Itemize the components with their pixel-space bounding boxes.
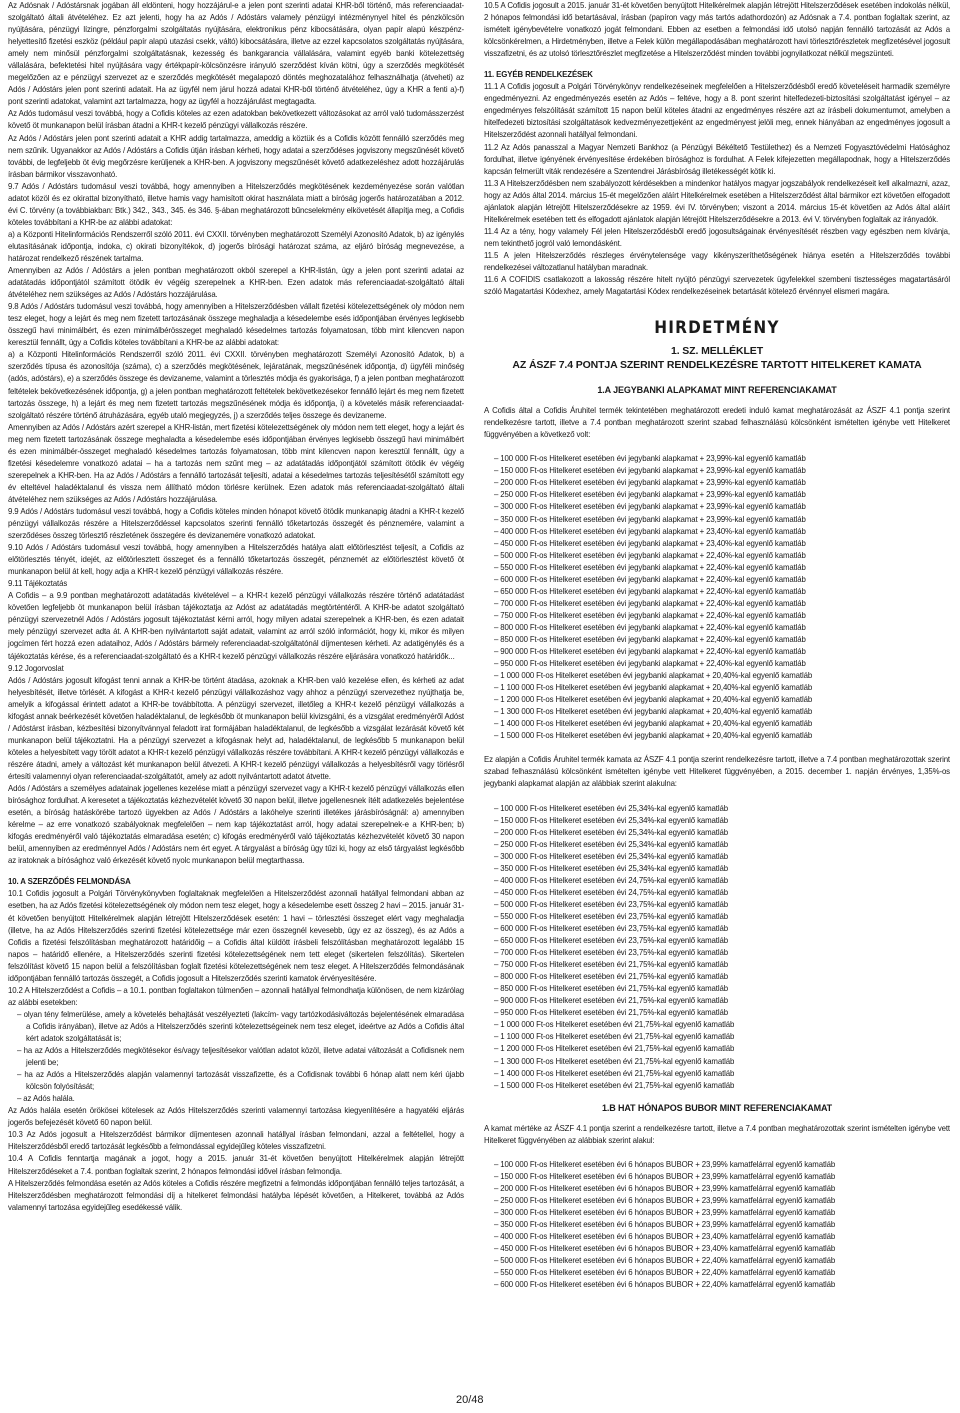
paragraph: Az Adós halála esetén örökösei kötelesek az Adós Hitelszerződés szerinti valamennyi tartozása kiegyenlítésére a hagyatéki eljárás jogerős befejezését követő 60 napon belül.	[8, 1106, 464, 1128]
section-heading: 11. EGYÉB RENDELKEZÉSEK	[484, 70, 593, 80]
rate-item: – 500 000 Ft-os Hitelkeret esetében évi 23,75%-kal egyenlő kamatláb	[494, 899, 728, 909]
rate-item: – 950 000 Ft-os Hitelkeret esetében évi jegybanki alapkamat + 22,40%-kal egyenlő kamatláb	[494, 659, 806, 669]
paragraph: A Cofidis – a 9.9 pontban meghatározott adatátadás kivételével – a KHR-t kezelő pénzügyi vállalkozás részére történő adatátadást követően legfeljebb öt munkanapon belül írásban tájékoztatja az Adóst az adatátadás megtörténtéről. A KHR-be adatot szolgáltató pénzügyi szervezetnél Adós / Adóstárs jogosult tájékoztatást kérni arról, hogy milyen adatai szerepelnek a KHR-ben, és ezen adatait mely pénzügyi szervezet adta át. A KHR-ben nyilvántartott saját adatait, valamint az arról szóló információt, hogy ki, mikor és milyen jogcímen fért hozzá ezen adataihoz, Adós / Adóstárs bármely referenciaadat-szolgáltatónál díjmentesen kérheti. Az adatigénylés és a tájékoztatás kérése, és a referenciaadat-szolgáltató és a KHR-t kezelő pénzügyi vállalkozás részére eljárására vonatkozó határidők...	[8, 591, 464, 661]
section-a-intro: A Cofidis által a Cofidis Áruhitel termék tekintetében meghatározott eredeti induló kamat meghatározását az ÁSZF 4.1 pontja szerint rendelkezésre tartott, illetve a 7.4 pontban meghatározott szerint szabad felhasználású kölcsönként ismételten igénybe vett Hitelkeret függvényében a következő volt:	[484, 406, 950, 440]
paragraph: 9.8 Adós / Adóstárs tudomásul veszi továbbá, hogy amennyiben a Hitelszerződésben vállalt fizetési kötelezettségének oly módon nem tesz eleget, hogy a lejárt és meg nem fizetett tartozásának összege meghaladja a késedelembe esés időpontjában érvényes legkisebb összegű havi minimálbért, és ezen minimálbérösszeget meghaladó késedelmes tartozás folyamatosan, több mint kilencven napon keresztül fennállt, úgy a Cofidis köteles továbbítani a KHR-be az alábbi adatokat:	[8, 302, 464, 348]
rate-item: – 400 000 Ft-os Hitelkeret esetében évi 24,75%-kal egyenlő kamatláb	[494, 875, 728, 885]
rate-item: – 1 200 000 Ft-os Hitelkeret esetében évi jegybanki alapkamat + 20,40%-kal egyenlő kamatláb	[494, 695, 813, 705]
paragraph: Amennyiben az Adós / Adóstárs azért szerepel a KHR-listán, mert fizetési kötelezettségének oly módon nem tett eleget, hogy a lejárt és meg nem fizetett tartozásának összege meghaladta a késedelembe esés időpontjában érvényes legkisebb összegű havi minimálbért és ezen minimálbér-összeget meghaladó késedelmes tartozás folyamatosan, több mint kilencven napon keresztül fennállt, úgy a fizetési késedelemre vonatkozó adatai – ha a tartozás nem szűnt meg – az adatátadás időpontjától számított ötödik év végéig szerepelnek a KHR-ben. Ha az Adós / Adóstárs a fennálló tartozását teljesíti, adatai a késedelmes tartozás teljesítésétől számított egy év elteltével haladéktalanul és vissza nem állítható módon törlésre kerülnek. Ezen adatok más referenciaadat-szolgáltató általi átvételéhez nem szükséges az Adós / Adóstárs hozzájárulása.	[8, 422, 464, 504]
paragraph: 10.3 Az Adós jogosult a Hitelszerződést bármikor díjmentesen azonnali hatállyal írásban felmondani, azzal a feltétellel, hogy a Hitelszerződésből eredő tartozását legkésőbb a felmondással egyidejűleg köteles visszafizetni.	[8, 1130, 464, 1152]
paragraph: 10.1 Cofidis jogosult a Polgári Törvénykönyvben foglaltaknak megfelelően a Hitelszerződést azonnali hatállyal felmondani abban az esetben, ha az Adós fizetési kötelezettségének oly módon nem tesz eleget, hogy a késedelembe esett összeg 2 havi – 2015. január 31-ét követően benyújtott Hitelkérelmek alapján létrejött Hitelszerződések esetén: 1 havi – törlesztési összeget elért vagy meghaladja (illetve, ha az Adós Hitelszerződés szerinti fizetési kötelezettsége már ezen összegnél kevesebb, úgy ez az összeg), és az Adós a Cofidis a fizetési felszólításban meghatározott határidőig – a Cofidis által küldött írásbeli felszólításban meghatározott legalább 15 napos – határidő ellenére, a Hitelszerződés szerinti fizetési kötelezettségének nem tett eleget (sikertelen felszólítás). Sikertelen felszólítást követő 15 napon belül a felszólításban foglalt fizetési kötelezettségének nem tesz eleget. A Hitelszerződés felmondásának időpontjában fennálló tartozás összegét, a Cofidis jogosult a Hitelszerződés szerinti kamatok érvényesítésére.	[8, 889, 464, 983]
paragraph: 9.7 Adós / Adóstárs tudomásul veszi továbbá, hogy amennyiben a Hitelszerződés megkötésének kezdeményezése során valótlan adatot közöl és ez okirattal bizonyítható, illetve hamis vagy hamisított okirat használata miatt a bíróság jogerős határozatában a 2012. évi C. törvény (a továbbiakban: Btk.) 342., 343., 345. és 346. §-ában meghatározott bűncselekmény elkövetését állapítja meg, a Cofidis köteles továbbítani a KHR-be az alábbi adatokat:	[8, 181, 464, 227]
rate-item: – 450 000 Ft-os Hitelkeret esetében évi jegybanki alapkamat + 23,40%-kal egyenlő kamatláb	[494, 538, 806, 548]
rate-item: – 1 200 000 Ft-os Hitelkeret esetében évi 21,75%-kal egyenlő kamatláb	[494, 1044, 735, 1054]
rate-item: – 900 000 Ft-os Hitelkeret esetében évi jegybanki alapkamat + 22,40%-kal egyenlő kamatláb	[494, 647, 806, 657]
rate-item: – 500 000 Ft-os Hitelkeret esetében évi 6 hónapos BUBOR + 22,40% kamatfelárral egyenlő kamatláb	[494, 1256, 836, 1266]
paragraph: 9.12 Jogorvoslat	[8, 663, 64, 673]
rate-item: – 200 000 Ft-os Hitelkeret esetében évi 6 hónapos BUBOR + 23,99% kamatfelárral egyenlő kamatláb	[494, 1183, 836, 1193]
rate-item: – 550 000 Ft-os Hitelkeret esetében évi 6 hónapos BUBOR + 22,40% kamatfelárral egyenlő kamatláb	[494, 1268, 836, 1278]
paragraph: 10.5 A Cofidis jogosult a 2015. január 31-ét követően benyújtott Hitelkérelmek alapján létrejött Hitelszerződések esetében indokolás nélkül, 2 hónapos felmondási idő betartásával, írásban (papíron vagy más tartós adathordozón) az Adósnak a 7.4. pontban foglaltak szerint, az ismételt igénybevételre vonatkozó jogát felmondani. Ebben az esetben a felmondási idő utolsó napján fennálló tartozását az Adós a kölcsönkérelmen, a Hirdetményben, illetve a Felek külön megállapodásában meghatározott havi törlesztőrészletek megfizetésével jogosult visszafizetni, és az utolsó törlesztőrészlet megfizetése a Hitelszerződést minden további jognyilatkozat nélkül megszünteti.	[484, 1, 950, 59]
paragraph: Az Adósnak / Adóstársnak jogában áll eldönteni, hogy hozzájárul-e a jelen pont szerinti adatai KHR-ből történő, más referenciaadat-szolgáltató általi átvételéhez. Ez azt jelenti, hogy ha az Adós / Adóstárs valamely pénzügyi intézménynyel hitel és pénzkölcsön nyújtására, pénzügyi lízingre, pénzforgalmi szolgáltatás nyújtására, elektronikus pénz kibocsátására, olyan papír alapú készpénz-helyettesítő fizetési eszköz (például papír alapú utazási csekk, váltó) kibocsátására, illetve az ezzel kapcsolatos szolgáltatás nyújtására, amely nem minősül pénzforgalmi szolgáltatásnak, kezesség és bankgarancia vállalására, valamint egyéb banki kötelezettség vállalására, befektetési hitel nyújtására vagy értékpapír-kölcsönzésre irányuló szerződést kíván kötni, úgy a szerződés megkötését megelőzően az e pénzügyi szervezet az e szerződés megkötését megalapozó döntés meghozatalához felhasználhatja (átveheti) az Adós / Adóstárs jelen pont szerinti adatait. Ha az ügyfél nem járul hozzá adatai KHR-ből történő átvételéhez, úgy a KHR a fenti a)-f) pont szerinti adatokat, valamint azt tartalmazza, hogy az ügyfél a hozzájárulást megtagadta.	[8, 1, 464, 107]
paragraph: 10.2 A Hitelszerződést a Cofidis – a 10.1. pontban foglaltakon túlmenően – azonnali hatállyal felmondhatja különösen, de nem kizárólag az alábbi esetekben:	[8, 985, 464, 1007]
section-a-intro-2: Ez alapján a Cofidis Áruhitel termék kamata az ÁSZF 4.1 pontja szerint rendelkezésre tartott, illetve a 7.4 pontban meghatározottak szerint szabad felhasználású kölcsönként ismételten igénybe vett Hitelkeret függvényében, a 2015. december 1. napján érvényes, 1,35%-os jegybanki alapkamat alapján az alábbiak szerint alakulna:	[484, 755, 950, 789]
paragraph: 11.4 Az a tény, hogy valamely Fél jelen Hitelszerződésből eredő jogosultságainak érvényesítését részben vagy egészben nem kívánja, nem tekinthető jogról való lemondásként.	[484, 226, 950, 248]
rate-item: – 150 000 Ft-os Hitelkeret esetében évi 6 hónapos BUBOR + 23,99% kamatfelárral egyenlő kamatláb	[494, 1171, 836, 1181]
rate-item: – 950 000 Ft-os Hitelkeret esetében évi 21,75%-kal egyenlő kamatláb	[494, 1008, 728, 1018]
paragraph: Amennyiben az Adós / Adóstárs a jelen pontban meghatározott okból szerepel a KHR-listán, úgy a jelen pont szerinti adatai az adatátadás időpontjától számított ötödik év végéig szerepelnek a KHR-ben. Ezen adatok más referenciaadat-szolgáltató általi átvételéhez nem szükséges az Adós / Adóstárs hozzájárulása.	[8, 266, 464, 300]
list-item: – olyan tény felmerülése, amely a követelés behajtását veszélyezteti (lakcím- vagy tartózkodásiváltozás bejelentésének elmaradása a Cofidis irányában), illetve az Adós a Hitelszerződés szerinti kötelezettségeinek nem tesz eleget, ideértve az Adós a Cofidis által kért adatok szolgáltatását is;	[17, 1009, 464, 1043]
list-item: – ha az Adós a Hitelszerződés megkötésekor és/vagy teljesítésekor valótlan adatot közöl, illetve adatai változását a Cofidisnek nem jelenti be;	[17, 1046, 464, 1068]
annex-title: 1. SZ. MELLÉKLET	[670, 345, 763, 358]
rate-item: – 500 000 Ft-os Hitelkeret esetében évi jegybanki alapkamat + 22,40%-kal egyenlő kamatláb	[494, 550, 806, 560]
rate-item: – 250 000 Ft-os Hitelkeret esetében évi 25,34%-kal egyenlő kamatláb	[494, 839, 728, 849]
rate-item: – 100 000 Ft-os Hitelkeret esetében évi 6 hónapos BUBOR + 23,99% kamatfelárral egyenlő kamatláb	[494, 1159, 836, 1169]
rate-item: – 700 000 Ft-os Hitelkeret esetében évi jegybanki alapkamat + 22,40%-kal egyenlő kamatláb	[494, 598, 806, 608]
left-column	[8, 0, 464, 1214]
rate-item: – 1 100 000 Ft-os Hitelkeret esetében évi jegybanki alapkamat + 20,40%-kal egyenlő kamatláb	[494, 683, 813, 693]
paragraph: a) a Központi Hitelinformációs Rendszerről szóló 2011. évi CXXII. törvényben meghatározott Személyi Azonosító Adatok, b) az igénylés elutasításának időpontja, indoka, c) okirati bizonyítékok, d) jogerős bírósági határozat száma, az eljáró bíróság megnevezése, a határozat rendelkező részének tartalma.	[8, 229, 464, 263]
rate-item: – 100 000 Ft-os Hitelkeret esetében évi 25,34%-kal egyenlő kamatláb	[494, 803, 728, 813]
paragraph: 9.9 Adós / Adóstárs tudomásul veszi továbbá, hogy a Cofidis köteles minden hónapot követő ötödik munkanapig átadni a KHR-t kezelő pénzügyi vállalkozás részére a Hitelszerződéssel kapcsolatos szerinti fennálló tőketartozás összegét és pénznemére, valamint a szerződéses összeg törlesztő részletének összegére és devizanemére vonatkozó adatokat.	[8, 506, 464, 541]
right-column-paragraphs	[484, 0, 950, 298]
paragraph: 9.10 Adós / Adóstárs tudomásul veszi továbbá, hogy amennyiben a Hitelszerződés hatálya alatt előtörlesztést teljesít, a Cofidis az előtörlesztés tényét, idejét, az előtörlesztett összeget és a fennálló tőketartozás összegét, pénznemét az előtörlesztést követő öt munkanapon belül át kell, hogy adja a KHR-t kezelő pénzügyi vállalkozás részére.	[8, 543, 464, 577]
rate-item: – 850 000 Ft-os Hitelkeret esetében évi 21,75%-kal egyenlő kamatláb	[494, 984, 728, 994]
rate-item: – 1 000 000 Ft-os Hitelkeret esetében évi jegybanki alapkamat + 20,40%-kal egyenlő kamatláb	[494, 671, 813, 681]
paragraph: Az Adós / Adóstárs jelen pont szerinti adatait a KHR addig tartalmazza, ameddig a köztük és a Cofidis között fennálló szerződés meg nem szűnik. Ugyanakkor az Adós / Adóstárs a Cofidis útján írásban kérheti, hogy adatai a szerződéses jogviszony megszűnését követő további, de legfeljebb öt évig megőrzésre kerüljenek a KHR-ben. A jogviszony megszűnését követő adatkezeléshez adott hozzájárulás írásban bármikor visszavonható.	[8, 133, 464, 179]
section-heading: 10. A SZERZŐDÉS FELMONDÁSA	[8, 877, 131, 887]
list-item: – az Adós halála.	[17, 1094, 75, 1104]
rate-item: – 150 000 Ft-os Hitelkeret esetében évi jegybanki alapkamat + 23,99%-kal egyenlő kamatláb	[494, 466, 806, 476]
section-a-title: 1.A JEGYBANKI ALAPKAMAT MINT REFERENCIAKAMAT	[597, 385, 837, 396]
paragraph: 11.6 A COFIDIS csatlakozott a lakosság részére hitelt nyújtó pénzügyi szervezetek ügyfelekkel szembeni tisztességes magatartásáról szóló Magatartási Kódexhez, amely Magatartási Kódex rendelkezéseinek betartását kötelező érvénnyel elismeri magára.	[484, 275, 950, 297]
section-b-title: 1.B HAT HÓNAPOS BUBOR MINT REFERENCIAKAMAT	[601, 1102, 833, 1113]
paragraph: Az Adós tudomásul veszi továbbá, hogy a Cofidis köteles az ezen adatokban bekövetkezett változásokat az arról való tudomásszerzést követő öt munkanapon belül írásban átadni a KHR-t kezelő pénzügyi vállalkozás részére.	[8, 109, 464, 131]
rate-item: – 800 000 Ft-os Hitelkeret esetében évi jegybanki alapkamat + 22,40%-kal egyenlő kamatláb	[494, 622, 806, 632]
rate-item: – 600 000 Ft-os Hitelkeret esetében évi jegybanki alapkamat + 22,40%-kal egyenlő kamatláb	[494, 574, 806, 584]
rate-item: – 300 000 Ft-os Hitelkeret esetében évi jegybanki alapkamat + 23,99%-kal egyenlő kamatláb	[494, 502, 806, 512]
rate-item: – 850 000 Ft-os Hitelkeret esetében évi jegybanki alapkamat + 22,40%-kal egyenlő kamatláb	[494, 634, 806, 644]
rate-item: – 350 000 Ft-os Hitelkeret esetében évi 6 hónapos BUBOR + 23,99% kamatfelárral egyenlő kamatláb	[494, 1219, 836, 1229]
paragraph: Adós / Adóstárs jogosult kifogást tenni annak a KHR-be történt átadása, azoknak a KHR-ben való kezelése ellen, és kérheti az adat helyesbítését, illetve törlését. A kifogást a KHR-t kezelő pénzügyi vállalkozáshoz vagy ahhoz a pénzügyi szervezethez nyújthatja be, amelyik a kifogással érintett adatot a KHR-be továbbította. A pénzügyi szervezet, illetőleg a KHR-t kezelő pénzügyi vállalkozás a kifogást annak beérkezését követően haladéktalanul, de legkésőbb öt munkanapon belül kivizsgálni, és a vizsgálat eredményéről Adóst / Adóstárst írásban, kézbesítési bizonyítvánnyal feladott irat formájában haladéktalanul, de legkésőbb a vizsgálat lezárását követő két munkanapon belül tájékoztatni. Ha a pénzügyi szervezet a kifogásnak helyt ad, haladéktalanul, de legkésőbb 5 munkanapon belül köteles a helyesbített vagy törölt adatot a KHR-t kezelő pénzügyi vállalkozás részére továbbítani. A KHR-t kezelő pénzügyi vállalkozás e részére átadni, amely a változást két munkanapon belül átvezeti. A KHR-t kezelő pénzügyi vállalkozás a helyesbítésről vagy törlésről értesíti valamennyi olyan referenciaadat-szolgáltatót, amely az adott nyilvántartott adatot átvette.	[8, 675, 464, 781]
rate-item: – 450 000 Ft-os Hitelkeret esetében évi 6 hónapos BUBOR + 23,40% kamatfelárral egyenlő kamatláb	[494, 1244, 836, 1254]
paragraph: 11.2 Az Adós panasszal a Magyar Nemzeti Bankhoz (a Pénzügyi Békéltető Testülethez) és a Nemzeti Fogyasztóvédelmi Hatósághoz fordulhat, illetve igényének érvényesítése érdekében bírósághoz is fordulhat. A Felek kifejezetten megállapodnak, hogy a Hitelszerződés kapcsán felmerült viták rendezésére a Szentendrei Járásbíróság illetékességét kötik ki.	[484, 142, 950, 176]
paragraph: 11.3 A Hitelszerződésben nem szabályozott kérdésekben a mindenkor hatályos magyar jogszabályok rendelkezéseit kell alkalmazni, azaz, hogy az Adós által 2014. március 15-ét megelőzően aláírt Hitelkérelmek esetében a Hitelszerződést által bármikor ezt követően elfogadott ajánlatok alapján létrejött Hitelszerződésekre az 1959. évi IV. törvényben; viszont a 2014. március 15-ét követően az Adós által aláírt Hitelkérelmek esetében tett és elfogadott ajánlatok alapján létrejött Hitelszerződésekre a 2013. évi V. törvényben foglaltak az irányadók.	[484, 178, 950, 224]
rate-item: – 1 100 000 Ft-os Hitelkeret esetében évi 21,75%-kal egyenlő kamatláb	[494, 1032, 735, 1042]
rate-item: – 200 000 Ft-os Hitelkeret esetében évi 25,34%-kal egyenlő kamatláb	[494, 827, 728, 837]
paragraph: a) a Központi Hitelinformációs Rendszerről szóló 2011. évi CXXII. törvényben meghatározott Személyi Azonosító Adatok, b) a szerződés típusa és azonosítója (száma), c) a szerződés megkötésének, lejáratának, megszűnésének időpontja, d) ügyféli minőség (adós, adóstárs), e) a szerződés összege és devizaneme, valamint a törlesztés módja és gyakorisága, f) a jelen pontban meghatározott feltételek bekövetkezésének időpontja, g) a jelen pontban meghatározott feltételek bekövetkezésekor fennálló lejárt és meg nem fizetett tartozás összege, h) a lejárt és meg nem fizetett tartozás megszűnésének módja és időpontja, i) a követelés másik referenciaadat-szolgáltató részére történő átruházására, egyéb utaló megjegyzés, j) a szerződés teljes összege és devizaneme.	[8, 350, 464, 420]
hirdetmeny-block	[484, 298, 950, 1291]
rate-item: – 1 400 000 Ft-os Hitelkeret esetében évi jegybanki alapkamat + 20,40%-kal egyenlő kamatláb	[494, 719, 813, 729]
rate-item: – 1 400 000 Ft-os Hitelkeret esetében évi 21,75%-kal egyenlő kamatláb	[494, 1068, 735, 1078]
hirdetmeny-title: HIRDETMÉNY	[654, 318, 780, 339]
rate-item: – 150 000 Ft-os Hitelkeret esetében évi 25,34%-kal egyenlő kamatláb	[494, 815, 728, 825]
rate-item: – 750 000 Ft-os Hitelkeret esetében évi 21,75%-kal egyenlő kamatláb	[494, 960, 728, 970]
rate-item: – 900 000 Ft-os Hitelkeret esetében évi 21,75%-kal egyenlő kamatláb	[494, 996, 728, 1006]
rate-item: – 300 000 Ft-os Hitelkeret esetében évi 25,34%-kal egyenlő kamatláb	[494, 851, 728, 861]
paragraph: A Hitelszerződés felmondása esetén az Adós köteles a Cofidis részére megfizetni a felmondás időpontjában fennálló teljes tartozását, a Hitelszerződésben meghatározott felmondási díj a hitelkeret felmondási hatályba lépését követően, a Hitelkeret, továbbá az Adós valamennyi tartozása egyidejűleg esedékessé válik.	[8, 1178, 464, 1212]
rate-item: – 600 000 Ft-os Hitelkeret esetében évi 6 hónapos BUBOR + 22,40% kamatfelárral egyenlő kamatláb	[494, 1280, 836, 1290]
rate-item: – 1 300 000 Ft-os Hitelkeret esetében évi 21,75%-kal egyenlő kamatláb	[494, 1056, 735, 1066]
section-b-intro: A kamat mértéke az ÁSZF 4.1 pontja szerint a rendelkezésre tartott, illetve a 7.4 pontban meghatározottak szerint ismételten igénybe vett Hitelkeret függvényében az alábbiak szerint alakul:	[484, 1123, 950, 1145]
rate-item: – 600 000 Ft-os Hitelkeret esetében évi 23,75%-kal egyenlő kamatláb	[494, 924, 728, 933]
rate-item: – 700 000 Ft-os Hitelkeret esetében évi 23,75%-kal egyenlő kamatláb	[494, 948, 728, 958]
rates-b-list	[484, 1159, 950, 1292]
rate-item: – 250 000 Ft-os Hitelkeret esetében évi jegybanki alapkamat + 23,99%-kal egyenlő kamatláb	[494, 490, 806, 500]
annex-subtitle: AZ ÁSZF 7.4 PONTJA SZERINT RENDELKEZÉSRE TARTOTT HITELKERET KAMATA	[512, 359, 922, 372]
rate-item: – 550 000 Ft-os Hitelkeret esetében évi jegybanki alapkamat + 22,40%-kal egyenlő kamatláb	[494, 562, 806, 572]
paragraph: 10.4 A Cofidis fenntartja magának a jogot, hogy a 2015. január 31-ét követően benyújtott Hitelkérelmek alapján létrejött Hitelszerződéseket a 7.4. pontban foglaltak szerint, 2 hónapos felmondási idővel írásban felmondja.	[8, 1154, 464, 1176]
rate-item: – 1 300 000 Ft-os Hitelkeret esetében évi jegybanki alapkamat + 20,40%-kal egyenlő kamatláb	[494, 707, 813, 717]
rate-item: – 650 000 Ft-os Hitelkeret esetében évi 23,75%-kal egyenlő kamatláb	[494, 936, 728, 946]
right-column	[484, 0, 950, 1291]
rate-item: – 650 000 Ft-os Hitelkeret esetében évi jegybanki alapkamat + 22,40%-kal egyenlő kamatláb	[494, 586, 806, 596]
rate-item: – 400 000 Ft-os Hitelkeret esetében évi jegybanki alapkamat + 23,40%-kal egyenlő kamatláb	[494, 526, 806, 536]
rate-item: – 300 000 Ft-os Hitelkeret esetében évi 6 hónapos BUBOR + 23,99% kamatfelárral egyenlő kamatláb	[494, 1207, 836, 1217]
rate-item: – 250 000 Ft-os Hitelkeret esetében évi 6 hónapos BUBOR + 23,99% kamatfelárral egyenlő kamatláb	[494, 1195, 836, 1205]
rate-item: – 100 000 Ft-os Hitelkeret esetében évi jegybanki alapkamat + 23,99%-kal egyenlő kamatláb	[494, 454, 806, 464]
rate-item: – 350 000 Ft-os Hitelkeret esetében évi 25,34%-kal egyenlő kamatláb	[494, 863, 728, 873]
rate-item: – 1 000 000 Ft-os Hitelkeret esetében évi 21,75%-kal egyenlő kamatláb	[494, 1020, 735, 1030]
rate-item: – 750 000 Ft-os Hitelkeret esetében évi jegybanki alapkamat + 22,40%-kal egyenlő kamatláb	[494, 610, 806, 620]
rate-item: – 350 000 Ft-os Hitelkeret esetében évi jegybanki alapkamat + 23,99%-kal egyenlő kamatláb	[494, 514, 806, 524]
paragraph: Adós / Adóstárs a személyes adatainak jogellenes kezelése miatt a pénzügyi szervezet vagy a KHR-t kezelő pénzügyi vállalkozás ellen bírósághoz fordulhat. A keresetet a tájékoztatás kézhezvételét követő 30 napon belül, illetve jogellenesnek ítélt adatkezelés bejelentése esetén, a bíróság hatáskörébe tartozó ügyekben az Adós / Adóstárs a lakóhelye szerinti illetékes járásbíróságnál: a) amennyiben kérelme – az erre vonatkozó szabályoknak megfelelően – nem kap tájékoztatást arról, hogy adatai szerepelnek-e a KHR-ben; b) kifogás eredményéről való tájékoztatás elmaradása esetén; c) kifogás eredményéről való tájékoztatás kézhezvételét követő 30 napon belül, amennyiben az eredménnyel Adós / Adóstárs nem ért egyet. A tárgyalást a bíróság ügy tűzi ki, hogy az első tárgyalást legkésőbb az iratoknak a bírósághoz való érkezését követő nyolc munkanapon belül megtarthassa.	[8, 784, 464, 866]
rates-a-list	[484, 453, 950, 742]
paragraph: 9.11 Tájékoztatás	[8, 579, 68, 589]
rate-item: – 200 000 Ft-os Hitelkeret esetében évi jegybanki alapkamat + 23,99%-kal egyenlő kamatláb	[494, 478, 806, 488]
paragraph: 11.5 A jelen Hitelszerződés részleges érvénytelensége vagy kikényszeríthetőségének hiánya esetén a Hitelszerződés további rendelkezései változatlanul hatályban maradnak.	[484, 250, 950, 272]
rate-item: – 550 000 Ft-os Hitelkeret esetében évi 23,75%-kal egyenlő kamatláb	[494, 911, 728, 921]
rate-item: – 1 500 000 Ft-os Hitelkeret esetében évi jegybanki alapkamat + 20,40%-kal egyenlő kamatláb	[494, 731, 813, 741]
rate-item: – 1 500 000 Ft-os Hitelkeret esetében évi 21,75%-kal egyenlő kamatláb	[494, 1080, 735, 1090]
list-item: – ha az Adós a Hitelszerződés alapján valamennyi tartozását visszafizette, és a Cofidisnak további 6 hónap alatt nem kéri újabb kölcsön folyósítását;	[17, 1070, 464, 1092]
rate-item: – 400 000 Ft-os Hitelkeret esetében évi 6 hónapos BUBOR + 23,40% kamatfelárral egyenlő kamatláb	[494, 1232, 836, 1242]
rate-item: – 450 000 Ft-os Hitelkeret esetében évi 24,75%-kal egyenlő kamatláb	[494, 887, 728, 897]
paragraph: 11.1 A Cofidis jogosult a Polgári Törvénykönyv rendelkezéseinek megfelelően a Hitelszerződésből eredő követeléseit harmadik személyre engedményezni. Az engedményezés esetén az Adós – feltéve, hogy a 8. pont szerint hitelfedezeti-biztosítási szolgáltatást igényel – az engedményes felszólítását számított 15 napon belül köteles átadni az engedményes részére azt az írásbeli dokumentumot, amelyben a hitelfedezeti biztosítási szolgáltatások kedvezményezettjeként az engedményest jelöli meg, ennek hiányában az engedményes jogosult a Hitelszerződést azonnali hatállyal felmondani.	[484, 82, 950, 140]
rates-a2-list	[484, 803, 950, 1092]
rate-item: – 800 000 Ft-os Hitelkeret esetében évi 21,75%-kal egyenlő kamatláb	[494, 972, 728, 982]
page-number: 20/48	[456, 1394, 484, 1406]
